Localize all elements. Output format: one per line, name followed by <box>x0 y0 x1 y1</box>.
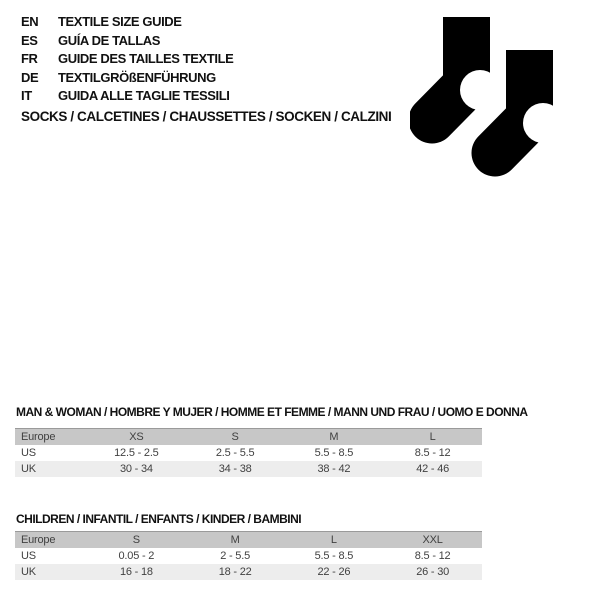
table-title-children: CHILDREN / INFANTIL / ENFANTS / KINDER / BAMBINI <box>16 512 302 526</box>
language-row-de <box>21 69 233 88</box>
language-row-es <box>21 32 233 51</box>
language-row-fr <box>21 50 233 69</box>
language-code: FR <box>21 51 38 67</box>
column-header: S <box>231 431 239 443</box>
column-header: Europe <box>21 431 56 443</box>
column-header: S <box>132 534 140 546</box>
row-label: UK <box>21 463 36 475</box>
table-title-man-woman: MAN & WOMAN / HOMBRE Y MUJER / HOMME ET FEMME / MANN UND FRAU / UOMO E DONNA <box>16 405 528 419</box>
size-table-man-woman <box>15 428 482 477</box>
size-value: 22 - 26 <box>317 566 351 578</box>
language-code: EN <box>21 14 39 29</box>
size-value: 2 - 5.5 <box>220 550 251 562</box>
size-value: 38 - 42 <box>317 463 351 475</box>
size-value: 8.5 - 12 <box>414 447 451 459</box>
row-label: US <box>21 447 36 459</box>
table-row-uk <box>15 564 482 580</box>
column-header: M <box>329 431 339 443</box>
language-title: TEXTILE SIZE GUIDE <box>58 14 182 29</box>
size-value: 42 - 46 <box>416 463 450 475</box>
table-row-uk <box>15 461 482 477</box>
size-value: 0.05 - 2 <box>118 550 155 562</box>
size-value: 30 - 34 <box>119 463 153 475</box>
language-title: GUÍA DE TALLAS <box>58 32 161 48</box>
table-header-row <box>15 429 482 446</box>
size-value: 34 - 38 <box>218 463 252 475</box>
language-code: ES <box>21 32 38 48</box>
size-value: 26 - 30 <box>416 566 450 578</box>
language-title: GUIDE DES TAILLES TEXTILE <box>58 51 234 67</box>
column-header: M <box>230 534 240 546</box>
column-header: Europe <box>21 534 56 546</box>
table-header-row <box>15 532 482 549</box>
language-row-it <box>21 87 233 106</box>
column-header: XXL <box>422 534 443 546</box>
language-list <box>21 13 233 106</box>
size-value: 8.5 - 12 <box>414 550 451 562</box>
column-header: L <box>330 534 337 546</box>
size-value: 16 - 18 <box>119 566 153 578</box>
row-label: UK <box>21 566 36 578</box>
language-code: DE <box>21 69 39 85</box>
row-label: US <box>21 550 36 562</box>
table-row-us <box>15 548 482 564</box>
size-value: 5.5 - 8.5 <box>314 447 354 459</box>
table-row-us <box>15 445 482 461</box>
language-code: IT <box>21 88 32 104</box>
category-line: SOCKS / CALCETINES / CHAUSSETTES / SOCKEN / CALZINI <box>21 109 392 124</box>
size-value: 18 - 22 <box>218 566 252 578</box>
language-title: GUIDA ALLE TAGLIE TESSILI <box>58 88 230 104</box>
size-value: 2.5 - 5.5 <box>215 447 255 459</box>
language-row-en <box>21 13 233 32</box>
socks-icon <box>410 15 560 195</box>
column-header: XS <box>129 431 144 443</box>
language-title: TEXTILGRÖßENFÜHRUNG <box>58 69 216 85</box>
size-table-children <box>15 531 482 580</box>
column-header: L <box>429 431 436 443</box>
size-value: 12.5 - 2.5 <box>114 447 159 459</box>
size-value: 5.5 - 8.5 <box>314 550 354 562</box>
